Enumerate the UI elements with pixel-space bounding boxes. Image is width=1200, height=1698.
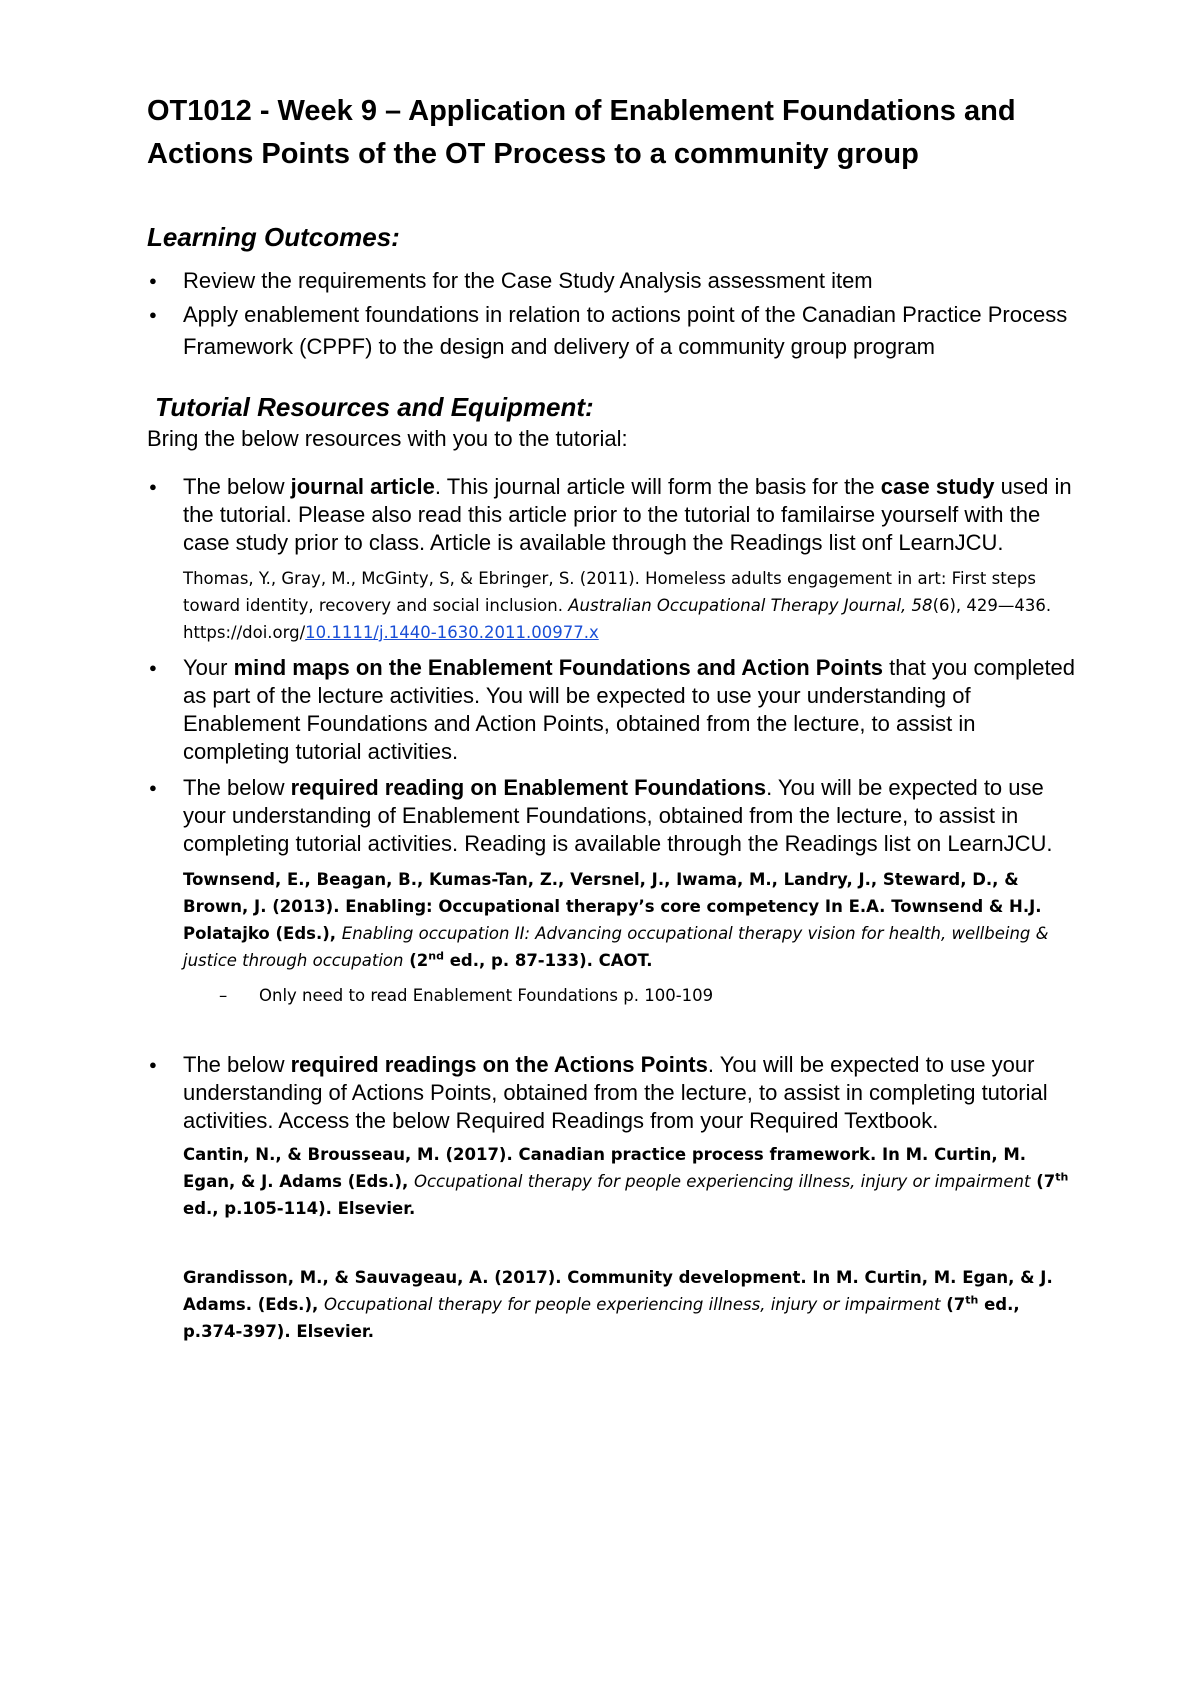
ref-text: (2 [403,951,429,970]
item-text: . This journal article will form the basis for the [434,474,881,499]
ref-sup: th [965,1293,979,1307]
resources-intro: Bring the below resources with you to the tutorial: [147,426,628,451]
ref-book-title: Enabling occupation II: Advancing occupational therapy vision for health, wellbeing & justice through occupation [183,924,1049,970]
learning-outcomes-list [147,267,1077,363]
item-bold: case study [880,474,995,499]
item-text: used in the tutorial. Please also read this article prior to the tutorial to familairse yourself with the case study prior to class. Article is available through the Readings list onf LearnJCU. [183,474,1072,555]
item-bold: required reading on Enablement Foundations [290,775,767,800]
document-page [147,90,1077,1345]
dash-marker: – [219,986,228,1005]
item-text: . You will be expected to use your understanding of Actions Points, obtained from the lecture, to assist in completing tutorial activities. Access the below Required Readings from your Required Textbook. [183,1052,1048,1133]
resource-item-action-points-readings [147,1051,1077,1345]
ref-text: Thomas, Y., Gray, M., McGinty, S, & Ebringer, S. (2011). Homeless adults engagement in art: First steps toward identity, recovery and social inclusion. [183,569,1036,615]
resources-list-continued [147,1051,1077,1345]
item-bold: mind maps on the Enablement Foundations and Action Points [233,655,884,680]
resources-list [147,473,1077,974]
item-text: . You will be expected to use your understanding of Enablement Foundations, obtained from the lecture, to assist in completing tutorial activities. Reading is available through the Readings list on LearnJCU. [183,775,1053,856]
note-text: Only need to read Enablement Foundations p. 100-109 [259,986,714,1005]
list-item: ● Apply enablement foundations in relation to actions point of the Canadian Practice Process Framework (CPPF) to the design and delivery of a community group program [147,299,1077,363]
reference-grandisson [183,1264,1077,1345]
ref-text: (7 [1030,1172,1056,1191]
ref-sup: th [1055,1170,1069,1184]
reference-cantin [183,1141,1077,1222]
learning-outcomes-heading: Learning Outcomes: [147,222,400,252]
resource-item-journal-article [147,473,1077,646]
resource-item-enablement-reading [147,774,1077,974]
ref-text: (7 [940,1295,966,1314]
resource-item-mind-maps [147,654,1077,766]
item-bold: journal article [290,474,435,499]
item-text: that you completed as part of the lecture activities. You will be expected to use your understanding of Enablement Foundations and Action Points, obtained from the lecture, to assist in completing tutorial activities. [183,655,1076,764]
ref-sup: nd [428,949,444,963]
item-text: Your [183,655,234,680]
ref-text: Grandisson, M., & Sauvageau, A. (2017). Community development. In M. Curtin, M. Egan, & J. Adams. (Eds.), [183,1268,1053,1314]
item-text: The below [183,1052,291,1077]
ref-book-title: Occupational therapy for people experiencing illness, injury or impairment [324,1295,941,1314]
reading-note [219,982,1077,1009]
reference-thomas [183,565,1077,646]
item-bold: required readings on the Actions Points [290,1052,708,1077]
list-item: ● Review the requirements for the Case Study Analysis assessment item [147,267,1077,295]
resources-heading: Tutorial Resources and Equipment: [155,392,594,422]
ref-journal: Australian Occupational Therapy Journal, 58 [568,596,933,615]
item-text: The below [183,474,291,499]
ref-text: ed., p.374-397). Elsevier. [183,1295,1020,1341]
reference-townsend [183,866,1077,974]
doi-link[interactable]: 10.1111/j.1440-1630.2011.00977.x [305,623,599,642]
item-text: The below [183,775,291,800]
ref-text: Cantin, N., & Brousseau, M. (2017). Canadian practice process framework. In M. Curtin, M. Egan, & J. Adams (Eds.), [183,1145,1027,1191]
ref-text: (6), 429—436. https://doi.org/ [183,596,1052,642]
ref-text: ed., p. 87-133). CAOT. [444,951,653,970]
document-title: OT1012 - Week 9 – Application of Enablement Foundations and Actions Points of the OT Process to a community group [147,95,1016,170]
ref-text: Townsend, E., Beagan, B., Kumas-Tan, Z., Versnel, J., Iwama, M., Landry, J., Steward, D., & Brown, J. (2013). Enabling: Occupational therapy’s core competency In E.A. Townsend & H.J. Polatajko (Eds.), [183,870,1042,943]
ref-book-title: Occupational therapy for people experiencing illness, injury or impairment [414,1172,1031,1191]
ref-text: ed., p.105-114). Elsevier. [183,1199,416,1218]
